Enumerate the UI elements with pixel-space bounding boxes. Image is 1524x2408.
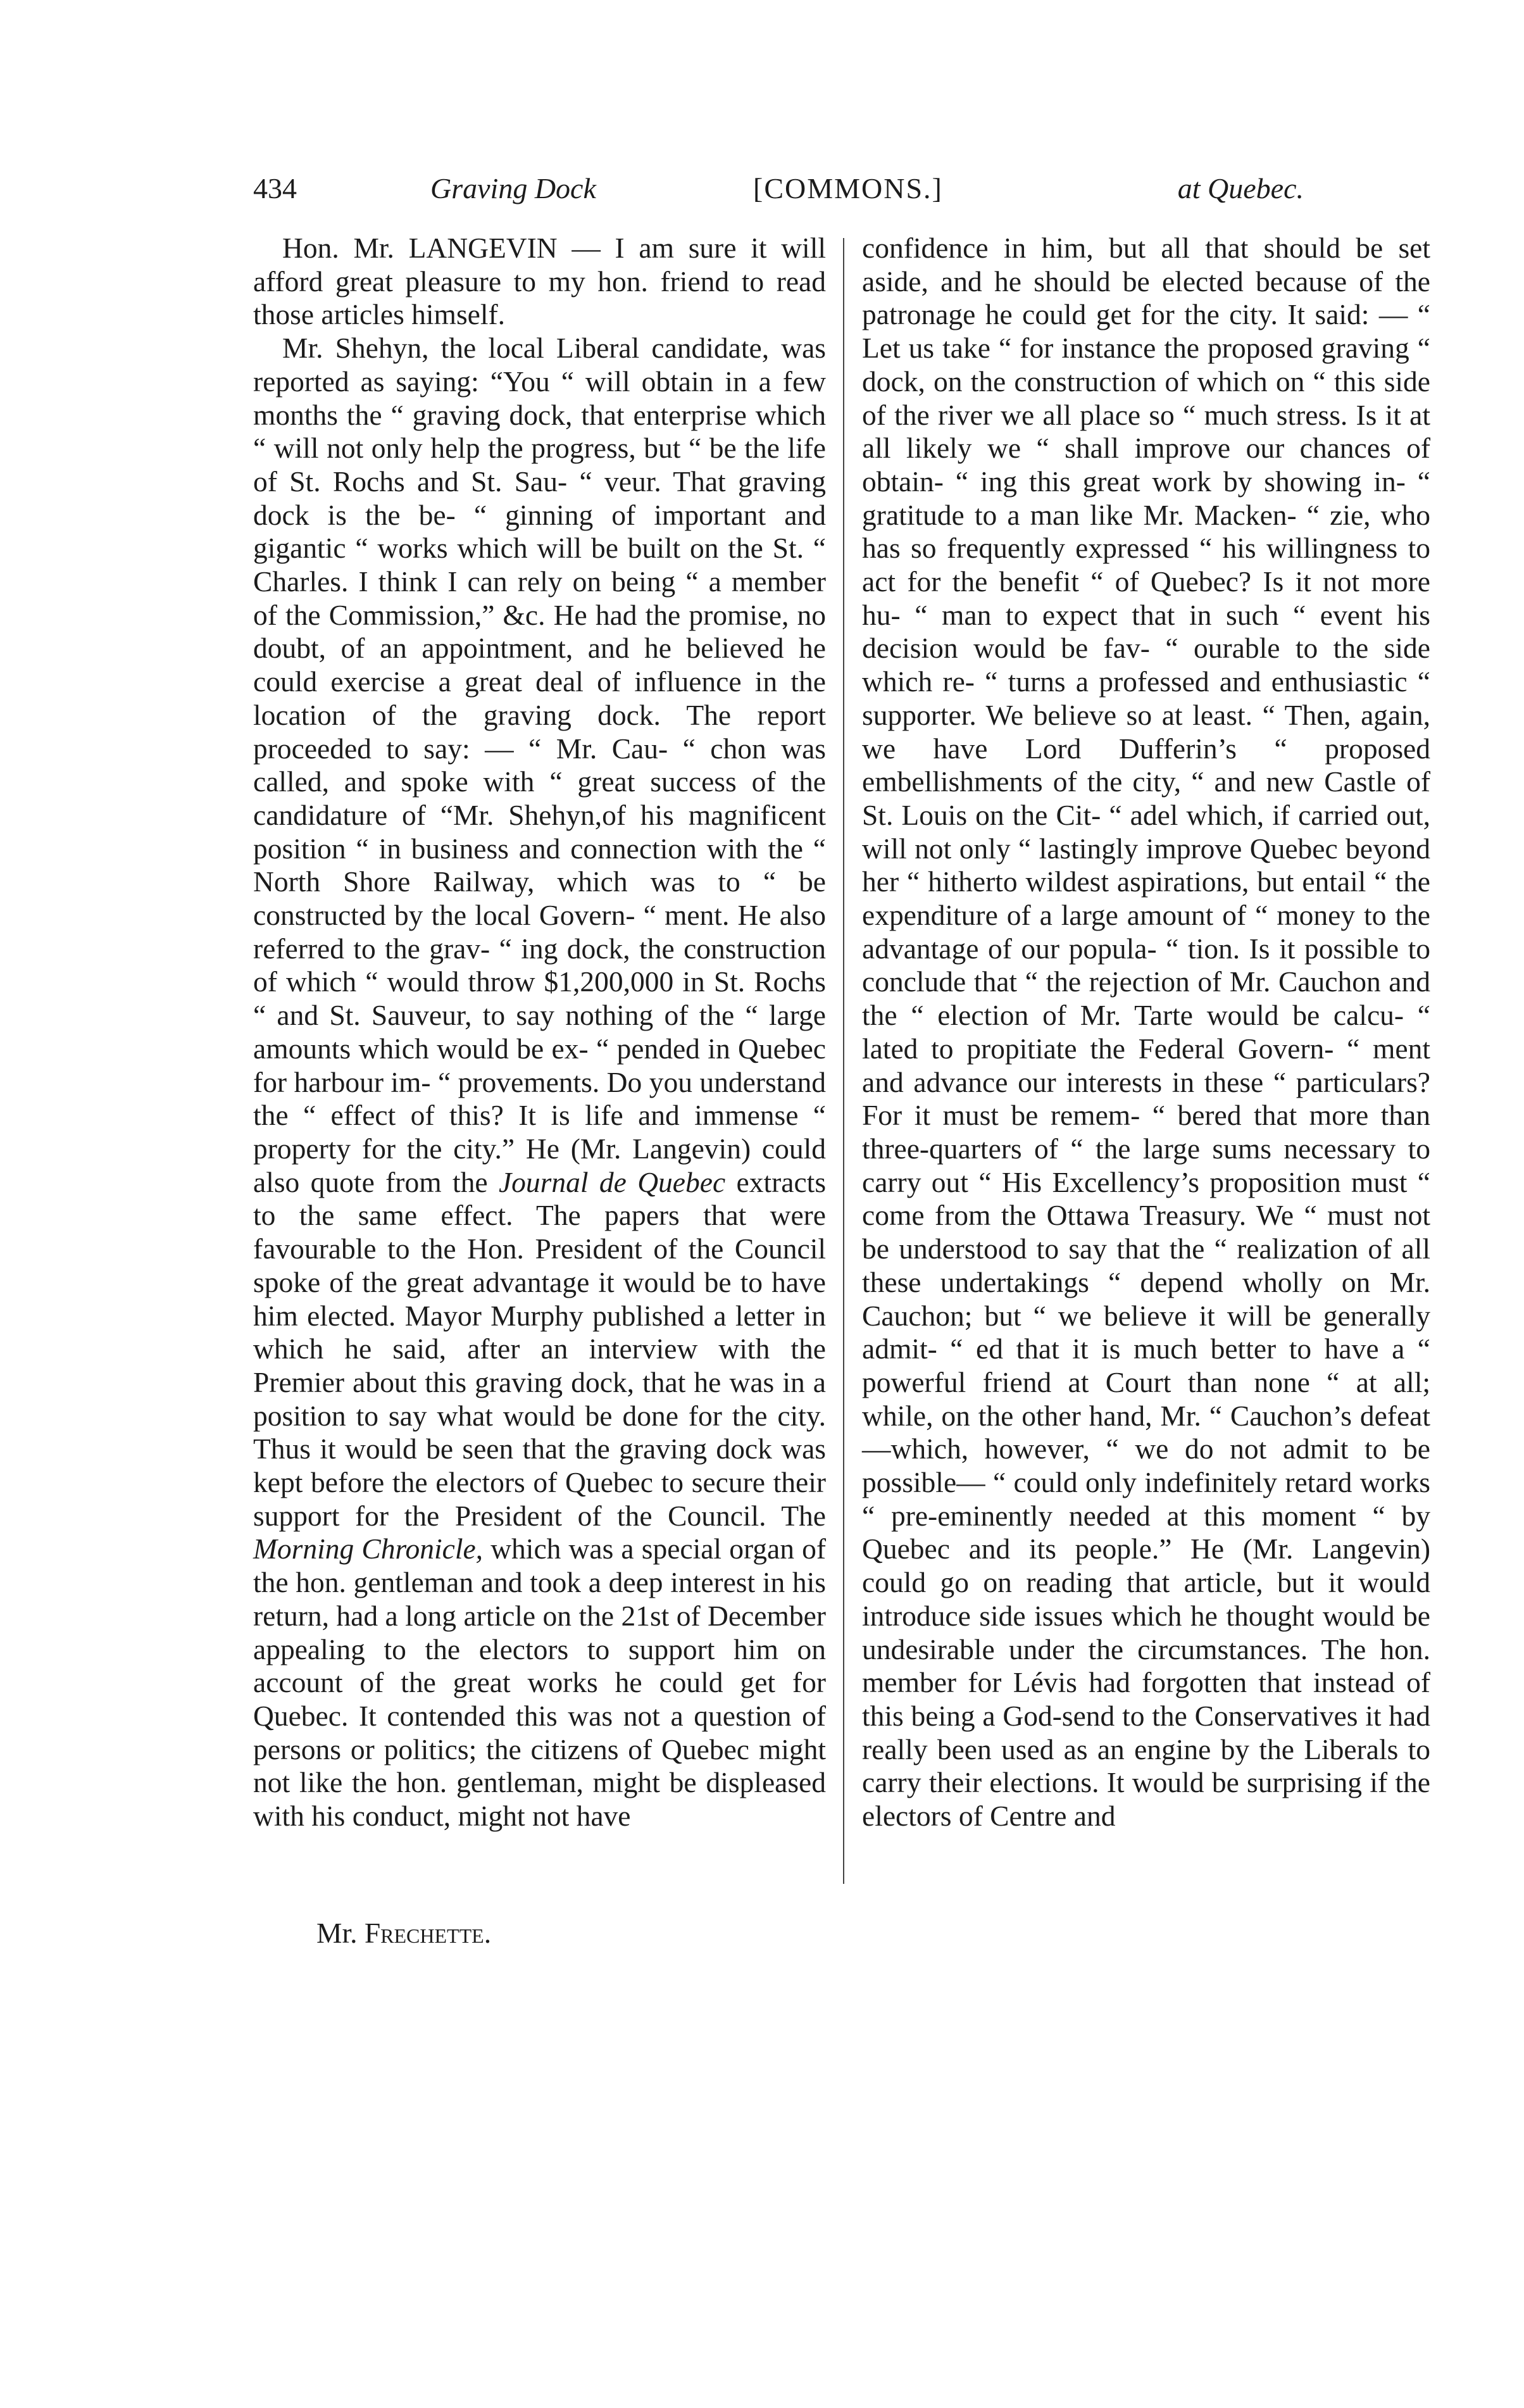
- running-header: [253, 163, 1304, 214]
- page-number: 434: [253, 172, 297, 204]
- paragraph-text: Mr. Shehyn, the local Liberal candidate, was reported as saying: “You “ will obtain in a few months the “ graving dock, that enterprise which “ will not only help the progress, but “ be the life of St. Rochs and St. Sau- “ veur. That graving dock is the be- “ ginning of important and gigantic “ works which will be built on the St. “ Charles. I think I can rely on being “ a member of the Commission,” &c. He had the promise, no doubt, of an appointment, and he believed he could exercise a great deal of influence in the location of the graving dock. The report proceeded to say: — “ Mr. Cau- “ chon was called, and spoke with “ great success of the candidature of “Mr. Shehyn,of his magnificent position “ in business and connection with the “ North Shore Railway, which was to “ be constructed by the local Govern- “ ment. He also referred to the grav- “ ing dock, the construction of which “ would throw $1,200,000 in St. Rochs “ and St. Sauveur, to say nothing of the “ large amounts which would be ex- “ pended in Quebec for harbour im- “ provements. Do you understand the “ effect of this? It is life and immense “ property for the city.” He (Mr. Langevin) could also quote from the: [253, 332, 826, 1198]
- newspaper-title-chronicle: Morning Chronicle,: [253, 1533, 484, 1565]
- paragraph-langevin-reply: Hon. Mr. LANGEVIN — I am sure it will afford great pleasure to my hon. friend to read those articles himself.: [253, 232, 826, 331]
- paragraph-text-continued: extracts to the same effect. The papers that were favourable to the Hon. President of the Council spoke of the great advantage it would be to have him elected. Mayor Murphy published a letter in which he said, after an interview with the Premier about this graving dock, that he was in a position to say what would be done for the city. Thus it would be seen that the graving dock was kept before the electors of Quebec to secure their support for the President of the Council. The: [253, 1165, 827, 1532]
- speaker-name: Frechette.: [364, 1917, 492, 1949]
- column-divider: [843, 238, 844, 1884]
- next-speaker: [316, 1917, 491, 1950]
- speaker-prefix: Mr.: [316, 1917, 358, 1949]
- header-center-title: [COMMONS.]: [753, 172, 943, 204]
- header-left-title: Graving Dock: [430, 172, 596, 204]
- right-column: [862, 232, 1430, 1833]
- paragraph-chronicle-quote: confidence in him, but all that should be set aside, and he should be elected because of the patronage he could get for the city. It said: — “ Let us take “ for instance the proposed graving “ dock, on the construction of which on “ this side of the river we all place so “ much stress. Is it at all likely we “ shall improve our chances of obtain- “ ing this great work by showing in- “ gratitude to a man like Mr. Macken- “ zie, who has so frequently expressed “ his willingness to act for the benefit “ of Quebec? Is it not more hu- “ man to expect that in such “ event his decision would be fav- “ ourable to the side which re- “ turns a professed and enthusiastic “ supporter. We believe so at least. “ Then, again, we have Lord Dufferin’s “ proposed embellishments of the city, “ and new Castle of St. Louis on the Cit- “ adel which, if carried out, will not only “ lastingly improve Quebec beyond her “ hitherto wildest aspirations, but entail “ the expenditure of a large amount of “ money to the advantage of our popula- “ tion. Is it possible to conclude that “ the rejection of Mr. Cauchon and the “ election of Mr. Tarte would be calcu- “ lated to propitiate the Federal Govern- “ ment and advance our interests in these “ particulars? For it must be remem- “ bered that more than three-quarters of “ the large sums necessary to carry out “ His Excellency’s proposition must “ come from the Ottawa Treasury. We “ must not be understood to say that the “ realization of all these undertakings “ depend wholly on Mr. Cauchon; but “ we believe it will be generally admit- “ ed that it is much better to have a “ powerful friend at Court than none “ at all; while, on the other hand, Mr. “ Cauchon’s defeat—which, however, “ we do not admit to be possible— “ could only indefinitely retard works “ pre-eminently needed at this moment “ by Quebec and its people.” He (Mr. Langevin) could go on reading that article, but it would introduce side issues which he thought would be undesirable under the circumstances. The hon. member for Lévis had forgotten that instead of this being a God-send to the Conservatives it had really been used as an engine by the Liberals to carry their elections. It would be surprising if the electors of Centre and: [862, 232, 1430, 1833]
- header-right-title: at Quebec.: [1177, 172, 1304, 204]
- paragraph-text-continued-2: which was a special organ of the hon. gentleman and took a deep interest in his return, had a long article on the 21st of December appealing to the electors to support him on account of the great works he could get for Quebec. It contended this was not a question of persons or politics; the citizens of Quebec might not like the hon. gentleman, might be displeased with his conduct, might not have: [253, 1533, 826, 1833]
- left-column: [253, 232, 826, 1833]
- paragraph-shehyn-report: [253, 332, 826, 1833]
- newspaper-title-journal: Journal de Quebec: [498, 1165, 726, 1198]
